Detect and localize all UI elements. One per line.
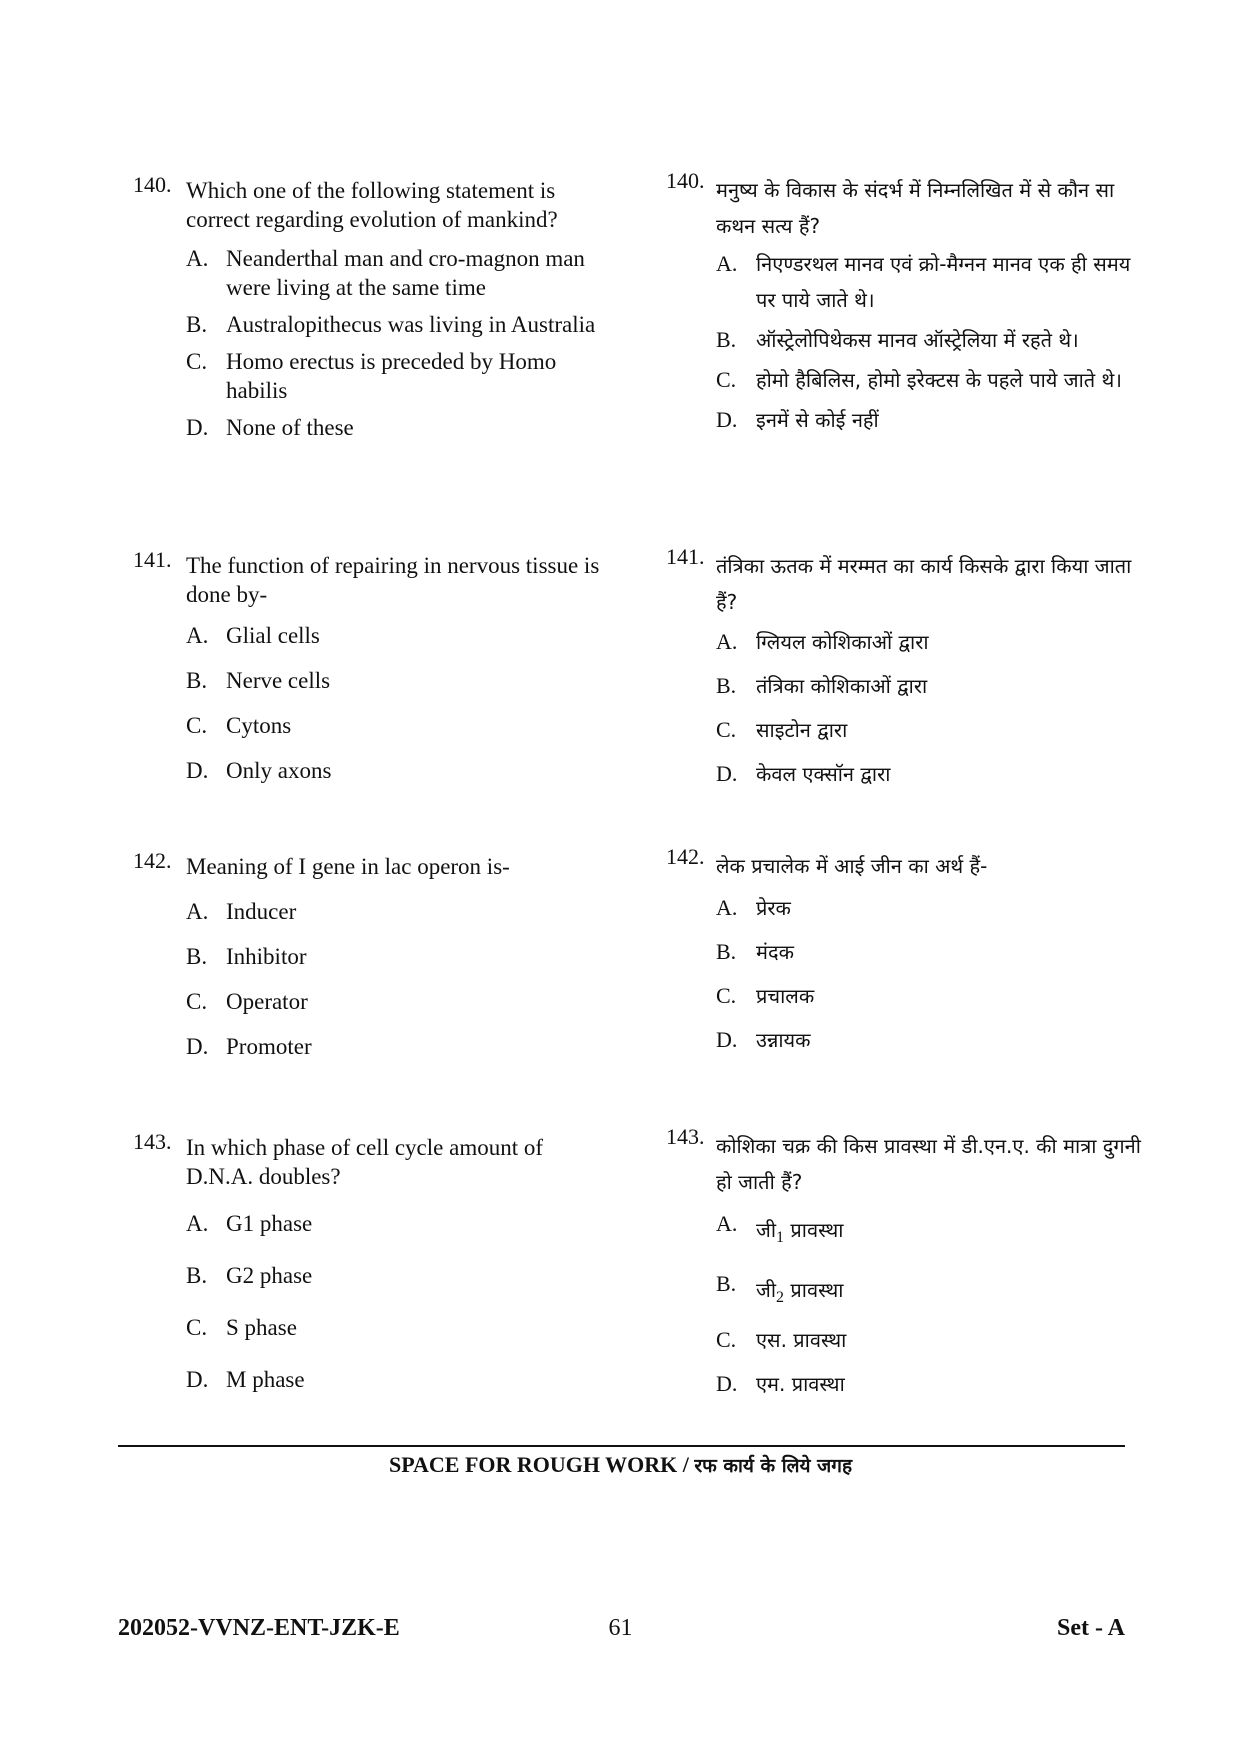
option-text-prefix: जी (756, 1278, 777, 1302)
option-subscript: 1 (776, 1229, 785, 1246)
option-text: Inhibitor (226, 944, 307, 969)
option-d (186, 756, 603, 785)
option-text (756, 1206, 1146, 1256)
option-d (716, 402, 1146, 438)
option-text: Glial cells (226, 623, 320, 648)
question-142-english (133, 848, 603, 1061)
option-label: D. (186, 1367, 209, 1392)
option-text: Nerve cells (226, 668, 331, 693)
option-text: Homo erectus is preceded by Homo habilis (226, 349, 557, 403)
option-label: B. (716, 1271, 737, 1296)
option-text: G1 phase (226, 1211, 313, 1236)
option-label: A. (716, 251, 738, 276)
option-b (186, 310, 603, 339)
option-label: D. (716, 1371, 738, 1396)
option-label: B. (186, 668, 208, 693)
option-d (186, 413, 603, 442)
option-label: A. (186, 1211, 209, 1236)
option-b (186, 666, 603, 695)
option-text: Promoter (226, 1034, 312, 1059)
option-text-prefix: जी (756, 1218, 777, 1242)
question-number: 140. (133, 172, 172, 197)
option-text-suffix: प्रावस्था (784, 1218, 844, 1242)
option-c (716, 362, 1146, 398)
option-c (716, 978, 1146, 1014)
option-label: A. (186, 623, 209, 648)
option-text: एम. प्रावस्था (756, 1372, 845, 1396)
option-text: Australopithecus was living in Australia (226, 312, 596, 337)
option-label: C. (186, 713, 208, 738)
option-text: Operator (226, 989, 308, 1014)
question-143-hindi (666, 1124, 1146, 1402)
question-text: लेक प्रचालेक में आई जीन का अर्थ हैं- (716, 854, 988, 878)
option-d (716, 756, 1146, 792)
question-text: तंत्रिका ऊतक में मरम्मत का कार्य किसके द्वारा किया जाता हैं? (716, 554, 1132, 614)
option-label: A. (716, 1211, 738, 1236)
question-text: In which phase of cell cycle amount of D.N.A. doubles? (186, 1135, 544, 1189)
option-text: इनमें से कोई नहीं (756, 408, 879, 432)
option-c (186, 347, 603, 405)
option-text: प्रचालक (756, 984, 815, 1008)
option-label: B. (186, 1263, 208, 1288)
option-b (716, 1266, 1146, 1316)
option-text: साइटोन द्वारा (756, 718, 848, 742)
option-label: C. (716, 1327, 737, 1352)
question-number: 143. (133, 1129, 172, 1154)
option-text: एस. प्रावस्था (756, 1328, 847, 1352)
option-d (716, 1022, 1146, 1058)
option-label: C. (716, 717, 737, 742)
option-c (716, 1322, 1146, 1358)
question-142-hindi (666, 844, 1146, 1058)
option-a (186, 897, 603, 926)
option-text: M phase (226, 1367, 305, 1392)
page-number: 61 (608, 1615, 633, 1641)
question-text: कोशिका चक्र की किस प्रावस्था में डी.एन.ए. की मात्रा दुगनी हो जाती हैं? (716, 1134, 1141, 1194)
option-a (186, 1209, 603, 1238)
option-text: मंदक (756, 940, 794, 964)
option-text: प्रेरक (756, 896, 791, 920)
option-a (716, 1206, 1146, 1256)
option-d (186, 1032, 603, 1061)
option-text: Only axons (226, 758, 332, 783)
option-b (716, 322, 1146, 358)
option-text: निएण्डरथल मानव एवं क्रो-मैग्नन मानव एक ही समय पर पाये जाते थे। (756, 252, 1131, 312)
option-text: तंत्रिका कोशिकाओं द्वारा (756, 674, 928, 698)
option-label: D. (716, 407, 738, 432)
option-label: C. (716, 367, 737, 392)
option-text: Inducer (226, 899, 297, 924)
option-a (716, 890, 1146, 926)
option-text: ग्लियल कोशिकाओं द्वारा (756, 630, 929, 654)
option-label: C. (186, 349, 208, 374)
option-b (186, 1261, 603, 1290)
option-text: None of these (226, 415, 354, 440)
rough-work-heading (0, 1452, 1241, 1478)
rough-work-divider (118, 1445, 1125, 1447)
option-text: S phase (226, 1315, 297, 1340)
option-c (186, 987, 603, 1016)
question-text: Which one of the following statement is correct regarding evolution of mankind? (186, 178, 558, 232)
option-label: D. (716, 761, 738, 786)
option-b (716, 934, 1146, 970)
option-text: ऑस्ट्रेलोपिथेकस मानव ऑस्ट्रेलिया में रहते थे। (756, 328, 1079, 352)
question-number: 141. (133, 547, 172, 572)
question-141-hindi (666, 544, 1146, 792)
set-label: Set - A (1057, 1615, 1125, 1641)
option-c (186, 711, 603, 740)
option-label: C. (186, 1315, 208, 1340)
question-text: मनुष्य के विकास के संदर्भ में निम्नलिखित में से कौन सा कथन सत्य हैं? (716, 178, 1115, 238)
question-143-english (133, 1129, 603, 1394)
option-label: A. (186, 246, 209, 271)
option-a (186, 621, 603, 650)
option-label: D. (716, 1027, 738, 1052)
option-d (186, 1365, 603, 1394)
option-text: G2 phase (226, 1263, 313, 1288)
option-label: C. (716, 983, 737, 1008)
option-text: उन्नायक (756, 1028, 811, 1052)
question-140-hindi (666, 168, 1146, 438)
option-a (186, 244, 603, 302)
option-subscript: 2 (776, 1289, 785, 1306)
booklet-code: 202052-VVNZ-ENT-JZK-E (118, 1615, 400, 1641)
option-label: D. (186, 758, 209, 783)
option-label: D. (186, 415, 209, 440)
option-label: B. (716, 673, 737, 698)
option-d (716, 1366, 1146, 1402)
option-label: A. (716, 895, 738, 920)
question-text: Meaning of I gene in lac operon is- (186, 854, 510, 879)
question-number: 142. (133, 848, 172, 873)
option-text-suffix: प्रावस्था (784, 1278, 844, 1302)
question-number: 142. (666, 844, 705, 869)
question-text: The function of repairing in nervous tissue is done by- (186, 553, 600, 607)
option-b (186, 942, 603, 971)
question-141-english (133, 547, 603, 785)
rough-work-hindi: रफ कार्य के लिये जगह (694, 1455, 853, 1477)
option-label: B. (716, 327, 737, 352)
option-a (716, 246, 1146, 318)
option-label: D. (186, 1034, 209, 1059)
question-number: 140. (666, 168, 705, 193)
option-text: होमो हैबिलिस, होमो इरेक्टस के पहले पाये जाते थे। (756, 368, 1122, 392)
option-a (716, 624, 1146, 660)
option-text: केवल एक्सॉन द्वारा (756, 762, 891, 786)
option-text: Neanderthal man and cro-magnon man were living at the same time (226, 246, 585, 300)
option-c (716, 712, 1146, 748)
option-text: Cytons (226, 713, 292, 738)
question-number: 141. (666, 544, 705, 569)
question-number: 143. (666, 1124, 705, 1149)
option-c (186, 1313, 603, 1342)
option-label: B. (186, 312, 208, 337)
question-140-english (133, 172, 603, 442)
option-b (716, 668, 1146, 704)
option-label: B. (716, 939, 737, 964)
option-label: B. (186, 944, 208, 969)
option-text (756, 1266, 1146, 1316)
rough-work-english: SPACE FOR ROUGH WORK / (388, 1452, 689, 1477)
option-label: A. (186, 899, 209, 924)
option-label: A. (716, 629, 738, 654)
option-label: C. (186, 989, 208, 1014)
